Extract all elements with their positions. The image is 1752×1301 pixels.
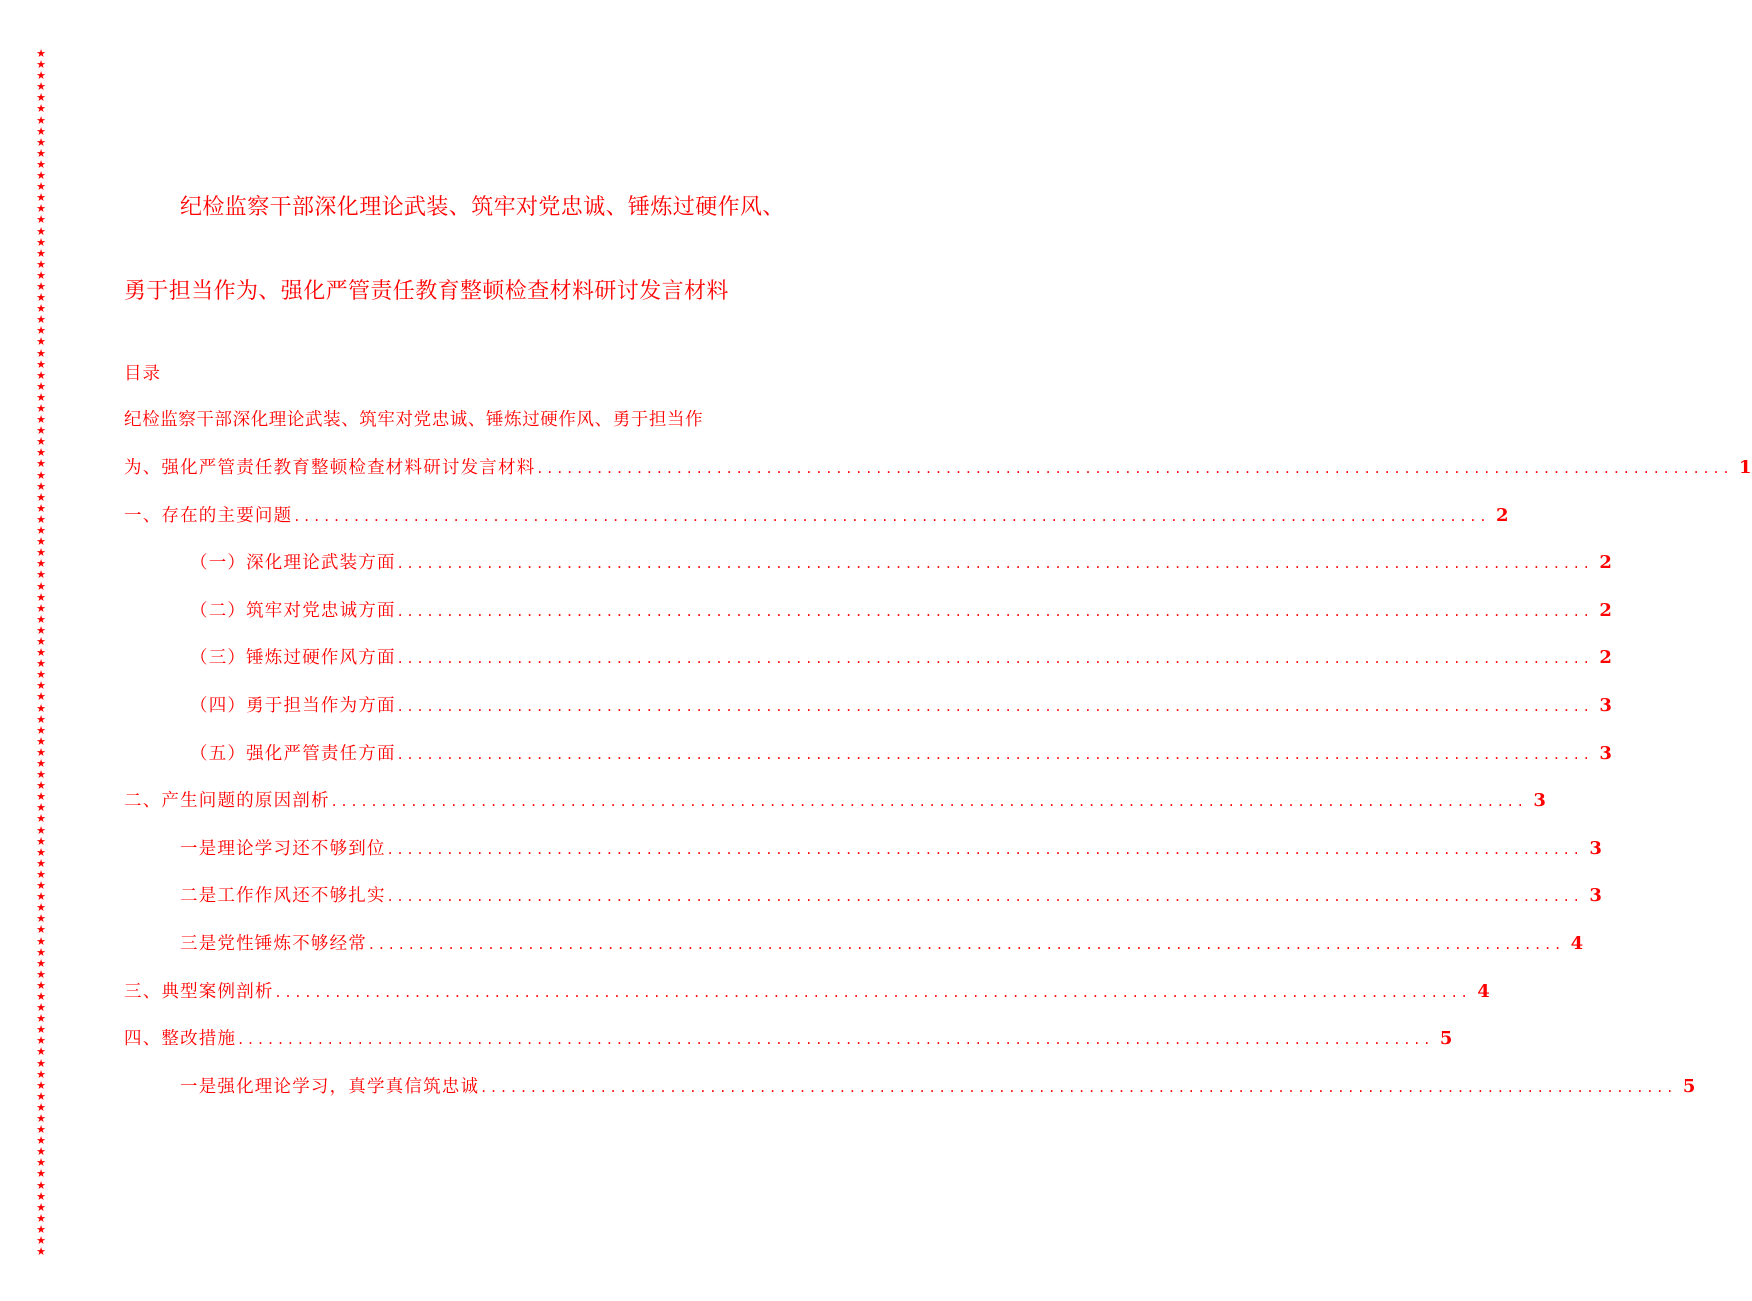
star-icon: ★ [36, 856, 46, 870]
star-icon: ★ [36, 823, 46, 837]
toc-entry[interactable] [124, 492, 1509, 540]
star-icon: ★ [36, 69, 46, 83]
star-icon: ★ [36, 124, 46, 138]
star-icon: ★ [36, 1123, 46, 1137]
star-icon: ★ [36, 468, 46, 482]
toc-entry-label: 为、强化严管责任教育整顿检查材料研讨发言材料 [124, 458, 536, 478]
star-icon: ★ [36, 102, 46, 116]
star-icon: ★ [36, 612, 46, 626]
star-icon: ★ [36, 1112, 46, 1125]
star-icon: ★ [36, 1067, 46, 1081]
star-icon: ★ [36, 1222, 46, 1236]
toc-entry-wrapped-line[interactable]: 纪检监察干部深化理论武装、筑牢对党忠诚、锤炼过硬作风、勇于担当作 [124, 410, 704, 430]
title-line-1: 纪检监察干部深化理论武装、筑牢对党忠诚、锤炼过硬作风、 [180, 195, 785, 220]
star-icon: ★ [36, 768, 46, 782]
star-icon: ★ [36, 601, 46, 615]
star-icon: ★ [36, 368, 46, 382]
star-icon: ★ [36, 967, 46, 981]
star-icon: ★ [36, 257, 46, 271]
star-icon: ★ [36, 867, 46, 881]
star-icon: ★ [36, 390, 46, 404]
star-icon: ★ [36, 690, 46, 704]
toc-entry-label: 三、典型案例剖析 [124, 981, 274, 1002]
toc-entry-label: 三是党性锤炼不够经常 [180, 933, 367, 954]
star-icon: ★ [36, 812, 46, 826]
star-icon: ★ [36, 546, 46, 560]
star-icon: ★ [36, 246, 46, 260]
star-icon: ★ [36, 191, 46, 205]
toc-dot-leader: ........................................................................................................................ [331, 792, 1528, 811]
star-icon: ★ [36, 446, 46, 460]
title-line-2: 勇于担当作为、强化严管责任教育整顿检查材料研讨发言材料 [124, 279, 729, 304]
star-icon: ★ [36, 135, 46, 149]
star-icon: ★ [36, 912, 46, 926]
star-icon: ★ [36, 1078, 46, 1092]
star-icon: ★ [36, 657, 46, 671]
star-icon: ★ [36, 557, 46, 571]
star-icon: ★ [36, 213, 46, 227]
star-icon: ★ [36, 357, 46, 371]
star-icon: ★ [36, 845, 46, 859]
star-icon: ★ [36, 879, 46, 893]
toc-page-number: 5 [1439, 1028, 1453, 1050]
star-icon: ★ [36, 779, 46, 793]
star-icon: ★ [36, 335, 46, 349]
toc-page-number: 2 [1599, 552, 1612, 574]
toc-dot-leader: ........................................................................................................................ [294, 506, 1491, 525]
toc-dot-leader: ........................................................................................................................ [537, 459, 1734, 477]
star-icon: ★ [36, 1200, 46, 1214]
toc-entry-label: 四、整改措施 [124, 1029, 237, 1050]
toc-page-number: 2 [1599, 647, 1612, 669]
document-title [124, 184, 824, 316]
star-icon: ★ [36, 202, 46, 216]
toc-entry-label: 一是强化理论学习，真学真信筑忠诚 [180, 1076, 480, 1097]
toc-entry[interactable] [124, 777, 1546, 825]
star-icon: ★ [36, 113, 46, 127]
toc-dot-leader: ........................................................................................................................ [397, 601, 1594, 620]
star-icon: ★ [36, 346, 46, 360]
toc-entry[interactable] [124, 730, 1612, 778]
toc-dot-leader: ........................................................................................................................ [397, 649, 1594, 668]
star-icon: ★ [36, 978, 46, 992]
star-icon: ★ [36, 679, 46, 693]
toc-page-number: 3 [1533, 790, 1546, 812]
toc-entry-label: （四）勇于担当作为方面 [190, 695, 396, 716]
star-icon: ★ [36, 701, 46, 715]
star-icon: ★ [36, 1245, 46, 1259]
toc-entry-label: （五）强化严管责任方面 [190, 743, 396, 764]
star-icon: ★ [36, 745, 46, 759]
star-icon: ★ [36, 634, 46, 648]
toc-entry-label: （三）锤炼过硬作风方面 [190, 648, 396, 669]
star-icon: ★ [36, 424, 46, 438]
star-icon: ★ [36, 535, 46, 549]
star-icon: ★ [36, 890, 46, 904]
star-icon: ★ [36, 47, 46, 60]
toc-heading: 目录 [124, 364, 161, 384]
toc-dot-leader: ........................................................................................................................ [387, 887, 1584, 906]
star-icon: ★ [36, 1134, 46, 1148]
toc-entry[interactable] [124, 968, 1490, 1016]
toc-dot-leader: ........................................................................................................................ [397, 696, 1594, 715]
toc-page-number: 3 [1589, 885, 1602, 907]
star-icon: ★ [36, 590, 46, 604]
toc-entry-label: 二、产生问题的原因剖析 [124, 791, 330, 812]
star-icon: ★ [36, 157, 46, 171]
star-icon: ★ [36, 146, 46, 160]
star-icon: ★ [36, 435, 46, 449]
toc-entry[interactable] [124, 587, 1612, 635]
star-border-decoration [34, 47, 48, 1259]
toc-page-number: 2 [1599, 599, 1612, 621]
toc-dot-leader: ........................................................................................................................ [275, 982, 1472, 1001]
star-icon: ★ [36, 379, 46, 393]
star-icon: ★ [36, 1234, 46, 1248]
star-icon: ★ [36, 413, 46, 427]
toc-dot-leader: ........................................................................................................................ [397, 744, 1594, 763]
star-icon: ★ [36, 1211, 46, 1225]
star-icon: ★ [36, 313, 46, 327]
toc-entry[interactable] [124, 872, 1602, 920]
star-icon: ★ [36, 1156, 46, 1170]
star-icon: ★ [36, 169, 46, 183]
toc-page-number: 2 [1495, 504, 1509, 526]
star-icon: ★ [36, 623, 46, 637]
star-icon: ★ [36, 1145, 46, 1159]
star-icon: ★ [36, 1089, 46, 1103]
toc-entry-label: （二）筑牢对党忠诚方面 [190, 600, 396, 621]
star-icon: ★ [36, 524, 46, 538]
star-icon: ★ [36, 956, 46, 970]
star-icon: ★ [36, 945, 46, 959]
toc-entry[interactable] [124, 682, 1612, 730]
toc-entries [124, 444, 1752, 1110]
star-icon: ★ [36, 235, 46, 249]
toc-entry[interactable] [124, 634, 1612, 682]
toc-entry[interactable] [124, 920, 1584, 968]
toc-entry[interactable] [124, 444, 1752, 492]
toc-entry-label: （一）深化理论武装方面 [190, 553, 396, 574]
star-icon: ★ [36, 579, 46, 593]
star-icon: ★ [36, 1045, 46, 1059]
star-icon: ★ [36, 324, 46, 338]
toc-page-number: 4 [1570, 932, 1584, 954]
toc-entry[interactable] [124, 825, 1602, 873]
star-icon: ★ [36, 712, 46, 726]
toc-entry-label: 一是理论学习还不够到位 [180, 838, 386, 859]
star-icon: ★ [36, 302, 46, 316]
star-icon: ★ [36, 180, 46, 194]
star-icon: ★ [36, 801, 46, 815]
star-icon: ★ [36, 668, 46, 682]
star-icon: ★ [36, 568, 46, 582]
star-icon: ★ [36, 1189, 46, 1203]
star-icon: ★ [36, 279, 46, 293]
toc-entry[interactable] [124, 1063, 1696, 1111]
table-of-contents [124, 352, 1752, 1110]
star-icon: ★ [36, 989, 46, 1003]
star-icon: ★ [36, 501, 46, 515]
star-icon: ★ [36, 790, 46, 804]
star-icon: ★ [36, 934, 46, 948]
star-icon: ★ [36, 402, 46, 415]
toc-dot-leader: ........................................................................................................................ [481, 1077, 1678, 1096]
star-icon: ★ [36, 834, 46, 848]
star-icon: ★ [36, 1023, 46, 1037]
star-icon: ★ [36, 457, 46, 471]
star-icon: ★ [36, 224, 46, 238]
star-icon: ★ [36, 1001, 46, 1015]
star-icon: ★ [36, 479, 46, 493]
star-icon: ★ [36, 1034, 46, 1048]
star-icon: ★ [36, 80, 46, 94]
toc-dot-leader: ........................................................................................................................ [238, 1030, 1435, 1049]
star-icon: ★ [36, 734, 46, 748]
star-icon: ★ [36, 1100, 46, 1114]
star-icon: ★ [36, 1178, 46, 1192]
star-icon: ★ [36, 1056, 46, 1070]
star-icon: ★ [36, 646, 46, 660]
toc-page-number: 3 [1589, 837, 1602, 859]
toc-page-number: 3 [1599, 694, 1612, 716]
toc-entry[interactable] [124, 1015, 1453, 1063]
star-icon: ★ [36, 268, 46, 282]
star-icon: ★ [36, 490, 46, 504]
star-icon: ★ [36, 91, 46, 105]
toc-dot-leader: ........................................................................................................................ [369, 934, 1566, 953]
toc-entry-label: 二是工作作风还不够扎实 [180, 886, 386, 907]
star-icon: ★ [36, 1012, 46, 1026]
star-icon: ★ [36, 1167, 46, 1181]
star-icon: ★ [36, 757, 46, 770]
star-icon: ★ [36, 291, 46, 305]
toc-page-number: 3 [1599, 742, 1612, 764]
star-icon: ★ [36, 901, 46, 915]
toc-entry-label: 一、存在的主要问题 [124, 505, 293, 526]
toc-page-number: 4 [1477, 980, 1490, 1002]
star-icon: ★ [36, 58, 46, 72]
star-icon: ★ [36, 723, 46, 737]
star-icon: ★ [36, 923, 46, 937]
toc-page-number: 5 [1682, 1075, 1696, 1097]
toc-dot-leader: ........................................................................................................................ [387, 839, 1584, 858]
toc-entry[interactable] [124, 539, 1612, 587]
toc-page-number: 1 [1739, 457, 1752, 478]
star-icon: ★ [36, 512, 46, 526]
toc-dot-leader: ........................................................................................................................ [397, 554, 1594, 573]
